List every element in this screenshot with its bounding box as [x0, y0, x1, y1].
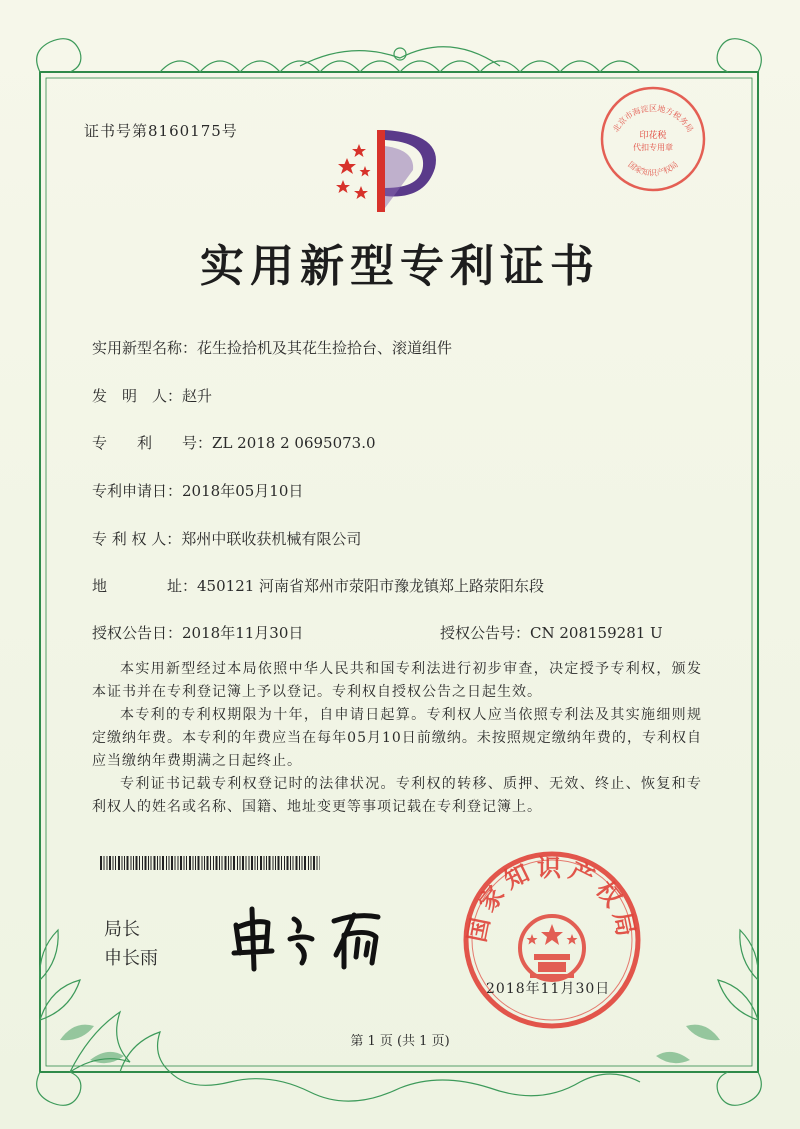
field-value: 2018年05月10日 — [182, 482, 304, 500]
field-grant-number — [440, 622, 663, 643]
field-value: 赵升 — [182, 387, 213, 405]
national-emblem-icon — [520, 916, 584, 980]
field-address — [92, 575, 544, 596]
field-label: 授权公告日： — [92, 624, 183, 642]
field-value: CN 208159281 U — [530, 624, 663, 642]
svg-text:国家知识产权局 — [626, 160, 680, 178]
field-value: ZL 2018 2 0695073.0 — [212, 434, 376, 452]
field-label: 实用新型名称： — [92, 339, 198, 357]
seal-ring-text: 国家知识产权局 — [462, 852, 642, 945]
field-value: 花生捡拾机及其花生捡拾台、滚道组件 — [197, 339, 453, 357]
field-label: 专 利 权 人： — [92, 530, 182, 548]
issue-date: 2018年11月30日 — [486, 981, 611, 997]
field-label: 专 利 号： — [92, 434, 213, 452]
tax-stamp-bottom-text: 国家知识产权局 — [626, 159, 680, 178]
director-title: 局长 — [104, 919, 140, 940]
paragraph-3: 专利证书记载专利权登记时的法律状况。专利权的转移、质押、无效、终止、恢复和专利权人的姓名或名称、国籍、地址变更等事项记载在专利登记簿上。 — [92, 776, 702, 815]
field-label: 发 明 人： — [92, 387, 183, 405]
certificate-number: 证书号第8160175号 — [84, 122, 238, 140]
field-inventor — [92, 385, 212, 406]
field-label: 授权公告号： — [440, 624, 531, 642]
field-value: 郑州中联收获机械有限公司 — [181, 530, 362, 548]
field-patent-number — [92, 432, 376, 453]
certificate-title: 实用新型专利证书 — [200, 241, 600, 292]
paragraph-2: 本专利的专利权期限为十年，自申请日起算。专利权人应当依照专利法及其实施细则规定缴纳年费。本专利的年费应当在每年05月10日前缴纳。未按照规定缴纳年费的，专利权自应当缴纳年费期满之日起终止。 — [92, 707, 702, 769]
field-utility-name — [92, 337, 452, 358]
tax-stamp-ring-text: 北京市海淀区地方税务局 — [611, 103, 695, 134]
field-value: 450121 河南省郑州市荥阳市豫龙镇郑上路荥阳东段 — [197, 577, 545, 595]
field-value: 2018年11月30日 — [182, 624, 304, 642]
field-label: 专利申请日： — [92, 482, 183, 500]
tax-stamp-center-line1: 印花税 — [639, 131, 667, 141]
field-grant-date — [92, 622, 303, 643]
page-number: 第 1 页 (共 1 页) — [350, 1034, 450, 1049]
barcode-icon — [100, 856, 320, 870]
svg-text:北京市海淀区地方税务局 — [610, 103, 694, 134]
tax-stamp-center-line2: 代扣专用章 — [633, 143, 673, 152]
patent-office-logo-icon — [325, 120, 450, 220]
official-seal — [462, 850, 642, 1030]
paragraph-1: 本实用新型经过本局依照中华人民共和国专利法进行初步审查，决定授予专利权，颁发本证书并在专利登记簿上予以登记。专利权自授权公告之日起生效。 — [92, 661, 702, 700]
director-name: 申长雨 — [104, 948, 158, 969]
field-patentee — [92, 528, 361, 549]
field-label: 地 址： — [92, 577, 198, 595]
director-signature-icon — [228, 895, 408, 975]
field-filing-date — [92, 480, 303, 501]
tax-stamp-seal — [598, 84, 708, 194]
